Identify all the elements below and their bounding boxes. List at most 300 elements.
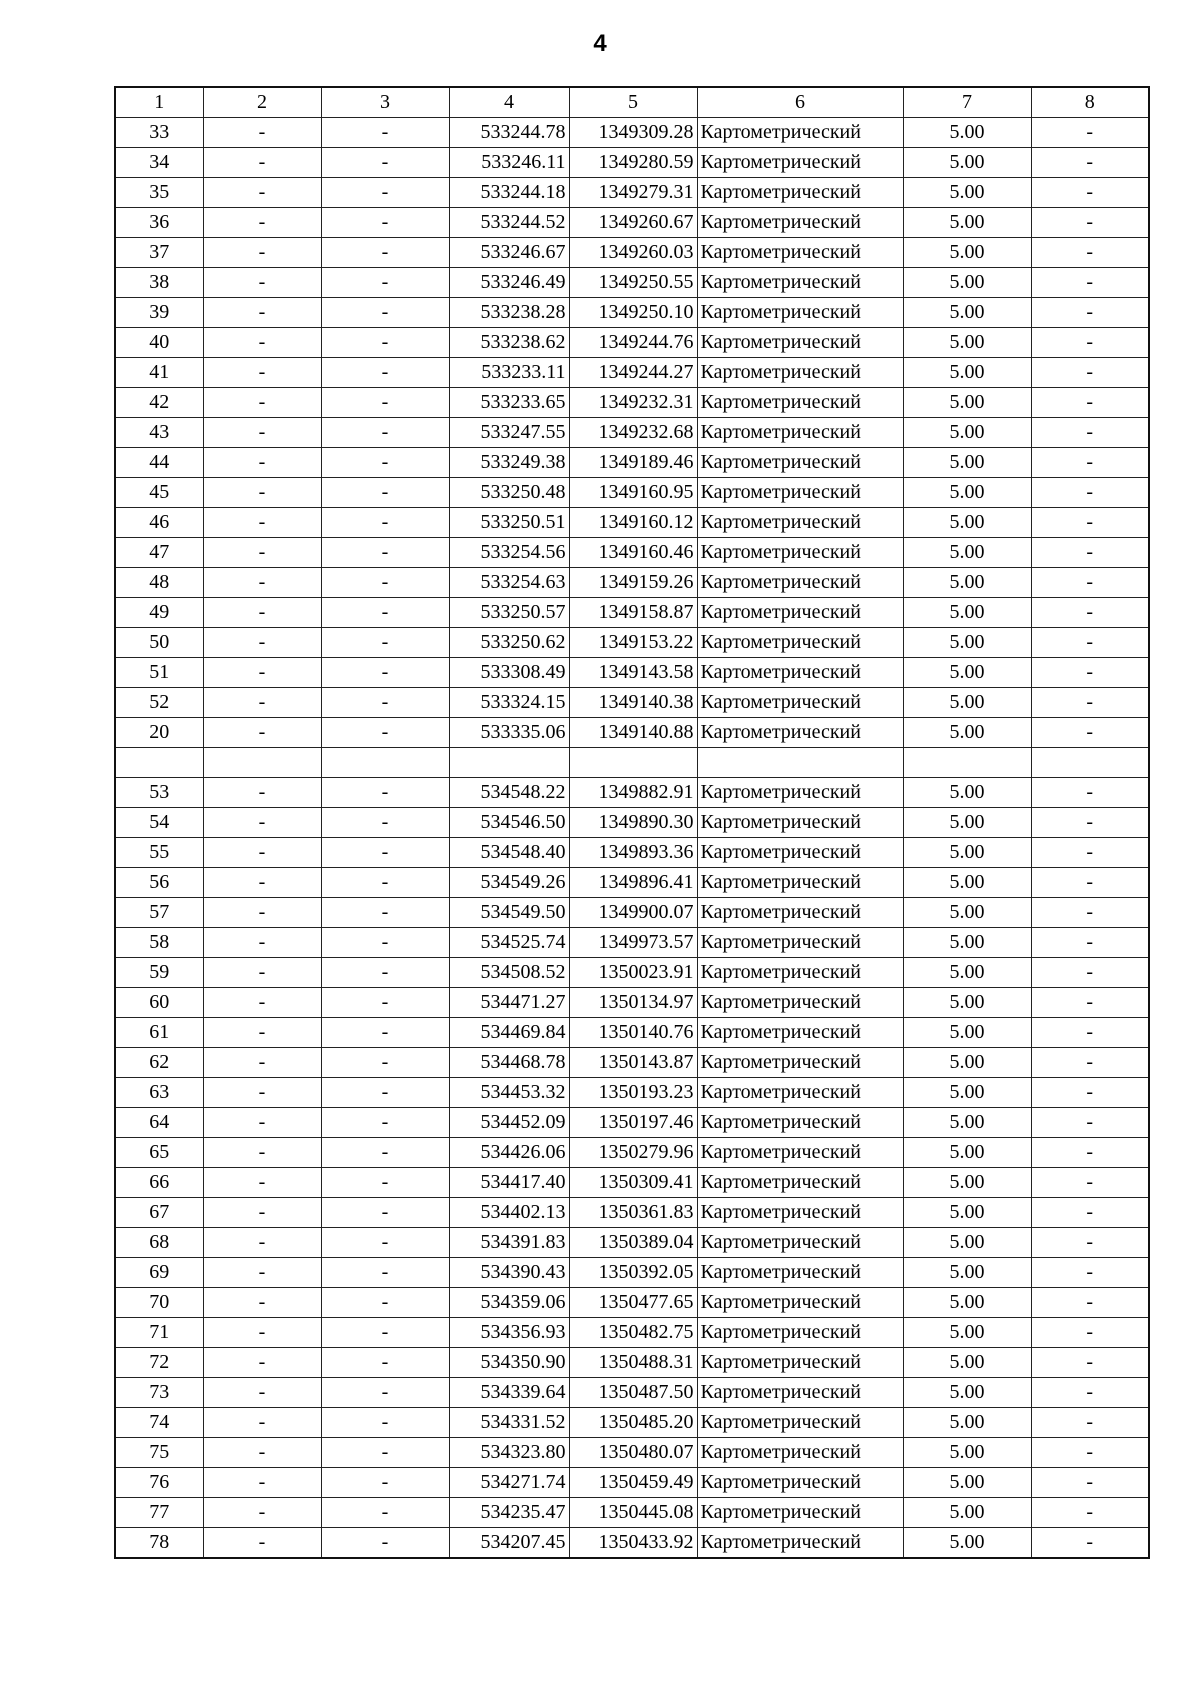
cell-point-number: 40 [115,328,203,358]
cell-col-8: - [1031,328,1149,358]
table-row [115,778,1149,808]
cell-point-number: 73 [115,1378,203,1408]
cell-method: Картометрический [697,1468,903,1498]
cell-coord-y: 1349160.46 [569,538,697,568]
cell-point-number: 52 [115,688,203,718]
cell-point-number: 45 [115,478,203,508]
cell-point-number: 61 [115,1018,203,1048]
cell-coord-y: 1350477.65 [569,1288,697,1318]
cell-accuracy: 5.00 [903,1498,1031,1528]
cell-point-number: 71 [115,1318,203,1348]
cell-accuracy: 5.00 [903,238,1031,268]
cell-coord-x: 534331.52 [449,1408,569,1438]
cell-accuracy: 5.00 [903,568,1031,598]
cell-col-2: - [203,478,321,508]
cell-point-number: 77 [115,1498,203,1528]
cell-point-number: 60 [115,988,203,1018]
cell-col-2: - [203,1498,321,1528]
cell-point-number: 43 [115,418,203,448]
page-number: 4 [593,30,607,57]
cell-col-8: - [1031,1378,1149,1408]
cell-coord-x: 533246.67 [449,238,569,268]
cell-coord-x: 534390.43 [449,1258,569,1288]
cell-point-number: 63 [115,1078,203,1108]
cell-coord-x: 534235.47 [449,1498,569,1528]
cell-coord-y: 1349973.57 [569,928,697,958]
cell-col-2: - [203,148,321,178]
cell-coord-y: 1350140.76 [569,1018,697,1048]
cell-col-2: - [203,1168,321,1198]
cell-col-8: - [1031,928,1149,958]
cell-accuracy: 5.00 [903,148,1031,178]
cell-point-number: 47 [115,538,203,568]
cell-col-2: - [203,1528,321,1559]
cell-col-8: - [1031,718,1149,748]
cell-point-number: 66 [115,1168,203,1198]
cell-method: Картометрический [697,1408,903,1438]
cell-col-2: - [203,448,321,478]
cell-accuracy: 5.00 [903,1018,1031,1048]
table-row [115,898,1149,928]
cell-col-2: - [203,298,321,328]
cell-point-number: 75 [115,1438,203,1468]
cell-coord-y [569,748,697,778]
cell-coord-y: 1349160.12 [569,508,697,538]
cell-coord-y: 1350487.50 [569,1378,697,1408]
table-row [115,208,1149,238]
cell-col-8: - [1031,418,1149,448]
table-row [115,268,1149,298]
cell-col-3: - [321,508,449,538]
cell-col-3: - [321,118,449,148]
cell-coord-y: 1349260.67 [569,208,697,238]
cell-method: Картометрический [697,508,903,538]
cell-point-number: 42 [115,388,203,418]
cell-method: Картометрический [697,1438,903,1468]
cell-method: Картометрический [697,928,903,958]
table-row [115,1198,1149,1228]
cell-method: Картометрический [697,898,903,928]
cell-point-number: 53 [115,778,203,808]
cell-col-2: - [203,988,321,1018]
cell-point-number: 62 [115,1048,203,1078]
cell-accuracy: 5.00 [903,958,1031,988]
cell-point-number: 54 [115,808,203,838]
cell-accuracy: 5.00 [903,838,1031,868]
cell-col-8: - [1031,538,1149,568]
cell-method: Картометрический [697,238,903,268]
cell-col-8: - [1031,358,1149,388]
cell-point-number: 67 [115,1198,203,1228]
cell-col-8: - [1031,1018,1149,1048]
cell-accuracy: 5.00 [903,1528,1031,1559]
cell-coord-x: 533335.06 [449,718,569,748]
cell-col-8: - [1031,1288,1149,1318]
cell-col-2: - [203,178,321,208]
cell-coord-x: 534469.84 [449,1018,569,1048]
cell-method: Картометрический [697,1528,903,1559]
cell-method: Картометрический [697,1138,903,1168]
table-row [115,1438,1149,1468]
cell-coord-y: 1350361.83 [569,1198,697,1228]
cell-col-3: - [321,658,449,688]
cell-coord-y: 1350433.92 [569,1528,697,1559]
table-row [115,1018,1149,1048]
cell-col-2: - [203,208,321,238]
cell-method: Картометрический [697,1348,903,1378]
cell-col-3: - [321,328,449,358]
table-row [115,688,1149,718]
cell-accuracy: 5.00 [903,1348,1031,1378]
cell-col-2: - [203,238,321,268]
cell-point-number: 51 [115,658,203,688]
table-row [115,1498,1149,1528]
cell-col-3: - [321,358,449,388]
cell-col-2: - [203,958,321,988]
cell-col-8: - [1031,838,1149,868]
cell-point-number: 35 [115,178,203,208]
cell-coord-y: 1350023.91 [569,958,697,988]
cell-coord-x: 533233.11 [449,358,569,388]
cell-col-3: - [321,1048,449,1078]
cell-col-2: - [203,1468,321,1498]
cell-coord-x: 534350.90 [449,1348,569,1378]
cell-coord-x: 534339.64 [449,1378,569,1408]
cell-coord-x: 533250.57 [449,598,569,628]
cell-coord-x: 534549.50 [449,898,569,928]
cell-point-number: 44 [115,448,203,478]
cell-col-2: - [203,1258,321,1288]
cell-accuracy: 5.00 [903,208,1031,238]
cell-col-8: - [1031,688,1149,718]
cell-col-8: - [1031,1468,1149,1498]
cell-accuracy: 5.00 [903,448,1031,478]
table-row [115,538,1149,568]
cell-coord-y: 1350389.04 [569,1228,697,1258]
table-row [115,658,1149,688]
cell-col-3: - [321,1198,449,1228]
cell-coord-y: 1349143.58 [569,658,697,688]
cell-accuracy: 5.00 [903,1138,1031,1168]
table-row [115,478,1149,508]
table-row [115,118,1149,148]
cell-coord-y: 1349279.31 [569,178,697,208]
cell-col-3: - [321,1528,449,1559]
cell-col-2: - [203,1408,321,1438]
table-row [115,808,1149,838]
cell-method: Картометрический [697,118,903,148]
table-row [115,598,1149,628]
cell-col-2: - [203,778,321,808]
cell-accuracy: 5.00 [903,1318,1031,1348]
cell-accuracy [903,748,1031,778]
cell-accuracy: 5.00 [903,928,1031,958]
cell-col-2: - [203,388,321,418]
cell-coord-x: 533238.28 [449,298,569,328]
cell-coord-y: 1350392.05 [569,1258,697,1288]
cell-coord-x: 534468.78 [449,1048,569,1078]
cell-method: Картометрический [697,868,903,898]
cell-accuracy: 5.00 [903,118,1031,148]
cell-col-8: - [1031,958,1149,988]
cell-method: Картометрический [697,1258,903,1288]
cell-col-3: - [321,1258,449,1288]
cell-col-8: - [1031,178,1149,208]
column-header-7: 7 [903,87,1031,118]
cell-accuracy: 5.00 [903,598,1031,628]
cell-method: Картометрический [697,1168,903,1198]
cell-coord-x: 533246.11 [449,148,569,178]
cell-method: Картометрический [697,1018,903,1048]
cell-point-number: 48 [115,568,203,598]
cell-col-8: - [1031,778,1149,808]
cell-method: Картометрический [697,328,903,358]
cell-coord-x: 534546.50 [449,808,569,838]
cell-accuracy: 5.00 [903,268,1031,298]
table-row [115,1468,1149,1498]
cell-col-8: - [1031,1198,1149,1228]
cell-coord-y: 1350134.97 [569,988,697,1018]
cell-method: Картометрический [697,388,903,418]
table-row [115,238,1149,268]
cell-method: Картометрический [697,658,903,688]
table-row [115,1138,1149,1168]
table-row [115,1408,1149,1438]
cell-coord-x: 534525.74 [449,928,569,958]
cell-accuracy: 5.00 [903,1048,1031,1078]
cell-method: Картометрический [697,1108,903,1138]
cell-col-2: - [203,1348,321,1378]
cell-coord-y: 1349260.03 [569,238,697,268]
cell-accuracy: 5.00 [903,298,1031,328]
cell-method: Картометрический [697,1318,903,1348]
cell-col-2: - [203,1078,321,1108]
cell-col-2: - [203,1138,321,1168]
cell-col-8: - [1031,1048,1149,1078]
cell-col-8: - [1031,298,1149,328]
cell-method: Картометрический [697,988,903,1018]
cell-col-8: - [1031,268,1149,298]
table-row [115,1228,1149,1258]
table-row [115,1258,1149,1288]
cell-col-8: - [1031,628,1149,658]
cell-point-number: 46 [115,508,203,538]
cell-point-number: 69 [115,1258,203,1288]
cell-method: Картометрический [697,478,903,508]
cell-method: Картометрический [697,148,903,178]
table-row [115,718,1149,748]
table-row [115,1528,1149,1559]
cell-col-3: - [321,868,449,898]
cell-coord-y: 1349244.27 [569,358,697,388]
cell-col-2: - [203,658,321,688]
column-header-1: 1 [115,87,203,118]
cell-col-8: - [1031,988,1149,1018]
cell-col-2: - [203,808,321,838]
cell-col-8: - [1031,238,1149,268]
cell-col-8: - [1031,448,1149,478]
table-row [115,838,1149,868]
cell-accuracy: 5.00 [903,988,1031,1018]
cell-coord-x: 533250.62 [449,628,569,658]
cell-method: Картометрический [697,598,903,628]
cell-col-3: - [321,238,449,268]
cell-accuracy: 5.00 [903,1228,1031,1258]
cell-col-2: - [203,358,321,388]
cell-coord-x: 534207.45 [449,1528,569,1559]
cell-col-8: - [1031,808,1149,838]
cell-col-2: - [203,688,321,718]
table-row [115,448,1149,478]
cell-coord-x: 533250.51 [449,508,569,538]
cell-method: Картометрический [697,1378,903,1408]
cell-point-number: 50 [115,628,203,658]
table-row [115,1288,1149,1318]
cell-method: Картометрический [697,808,903,838]
cell-col-3: - [321,148,449,178]
cell-col-2: - [203,1018,321,1048]
cell-coord-y: 1350193.23 [569,1078,697,1108]
cell-point-number: 49 [115,598,203,628]
cell-coord-x: 534452.09 [449,1108,569,1138]
cell-point-number: 74 [115,1408,203,1438]
cell-point-number: 34 [115,148,203,178]
cell-coord-x: 533250.48 [449,478,569,508]
cell-col-3: - [321,838,449,868]
cell-coord-y: 1350143.87 [569,1048,697,1078]
cell-col-2: - [203,718,321,748]
cell-col-3: - [321,688,449,718]
cell-accuracy: 5.00 [903,1438,1031,1468]
cell-coord-x: 533238.62 [449,328,569,358]
cell-point-number: 20 [115,718,203,748]
cell-col-3: - [321,928,449,958]
table-row [115,628,1149,658]
column-header-3: 3 [321,87,449,118]
cell-coord-x: 533308.49 [449,658,569,688]
cell-col-2: - [203,568,321,598]
cell-coord-x: 534402.13 [449,1198,569,1228]
cell-coord-x: 533244.18 [449,178,569,208]
cell-col-3: - [321,1318,449,1348]
cell-col-8: - [1031,118,1149,148]
cell-accuracy: 5.00 [903,388,1031,418]
cell-method: Картометрический [697,838,903,868]
cell-col-3: - [321,1228,449,1258]
cell-coord-x: 533233.65 [449,388,569,418]
cell-coord-y: 1349900.07 [569,898,697,928]
table-row [115,388,1149,418]
cell-col-2: - [203,1198,321,1228]
cell-col-3: - [321,1438,449,1468]
cell-accuracy: 5.00 [903,1258,1031,1288]
cell-coord-x: 534323.80 [449,1438,569,1468]
cell-col-3: - [321,898,449,928]
cell-col-3: - [321,1408,449,1438]
table-row [115,928,1149,958]
cell-coord-y: 1349232.31 [569,388,697,418]
cell-coord-x: 533254.63 [449,568,569,598]
cell-col-3: - [321,1138,449,1168]
cell-point-number: 55 [115,838,203,868]
cell-col-8: - [1031,1438,1149,1468]
cell-accuracy: 5.00 [903,1198,1031,1228]
cell-col-3: - [321,448,449,478]
cell-col-3: - [321,808,449,838]
cell-col-3: - [321,208,449,238]
cell-col-3: - [321,1348,449,1378]
table-row [115,988,1149,1018]
cell-coord-x: 534549.26 [449,868,569,898]
cell-accuracy: 5.00 [903,1108,1031,1138]
cell-accuracy: 5.00 [903,1408,1031,1438]
cell-method: Картометрический [697,628,903,658]
cell-point-number: 72 [115,1348,203,1378]
column-header-5: 5 [569,87,697,118]
cell-coord-y: 1349189.46 [569,448,697,478]
table-row [115,1168,1149,1198]
cell-method: Картометрический [697,688,903,718]
cell-method: Картометрический [697,1198,903,1228]
cell-coord-x: 534426.06 [449,1138,569,1168]
cell-accuracy: 5.00 [903,778,1031,808]
column-header-2: 2 [203,87,321,118]
cell-col-8: - [1031,478,1149,508]
cell-coord-y: 1350279.96 [569,1138,697,1168]
cell-coord-y: 1349893.36 [569,838,697,868]
cell-coord-x: 534417.40 [449,1168,569,1198]
cell-col-8: - [1031,898,1149,928]
cell-col-3: - [321,1498,449,1528]
table-row [115,1108,1149,1138]
cell-coord-x: 533254.56 [449,538,569,568]
cell-coord-x: 534548.40 [449,838,569,868]
table-row [115,868,1149,898]
cell-method: Картометрический [697,718,903,748]
cell-coord-y: 1349250.10 [569,298,697,328]
cell-accuracy: 5.00 [903,1378,1031,1408]
cell-coord-y: 1350309.41 [569,1168,697,1198]
table-row [115,148,1149,178]
cell-col-2 [203,748,321,778]
cell-coord-y: 1350459.49 [569,1468,697,1498]
cell-coord-y: 1349158.87 [569,598,697,628]
cell-coord-y: 1350482.75 [569,1318,697,1348]
cell-point-number: 68 [115,1228,203,1258]
cell-method: Картометрический [697,448,903,478]
cell-coord-x: 534356.93 [449,1318,569,1348]
cell-col-3: - [321,988,449,1018]
cell-col-8: - [1031,1138,1149,1168]
cell-col-2: - [203,328,321,358]
cell-point-number: 78 [115,1528,203,1559]
cell-accuracy: 5.00 [903,328,1031,358]
cell-col-2: - [203,1228,321,1258]
cell-coord-x: 533244.52 [449,208,569,238]
cell-col-2: - [203,118,321,148]
cell-col-3: - [321,418,449,448]
cell-coord-y: 1350485.20 [569,1408,697,1438]
cell-method: Картометрический [697,1228,903,1258]
table-row [115,328,1149,358]
table-row [115,568,1149,598]
cell-col-2: - [203,508,321,538]
cell-coord-y: 1350197.46 [569,1108,697,1138]
cell-col-3: - [321,778,449,808]
cell-coord-y: 1349232.68 [569,418,697,448]
cell-method: Картометрический [697,1288,903,1318]
cell-accuracy: 5.00 [903,178,1031,208]
